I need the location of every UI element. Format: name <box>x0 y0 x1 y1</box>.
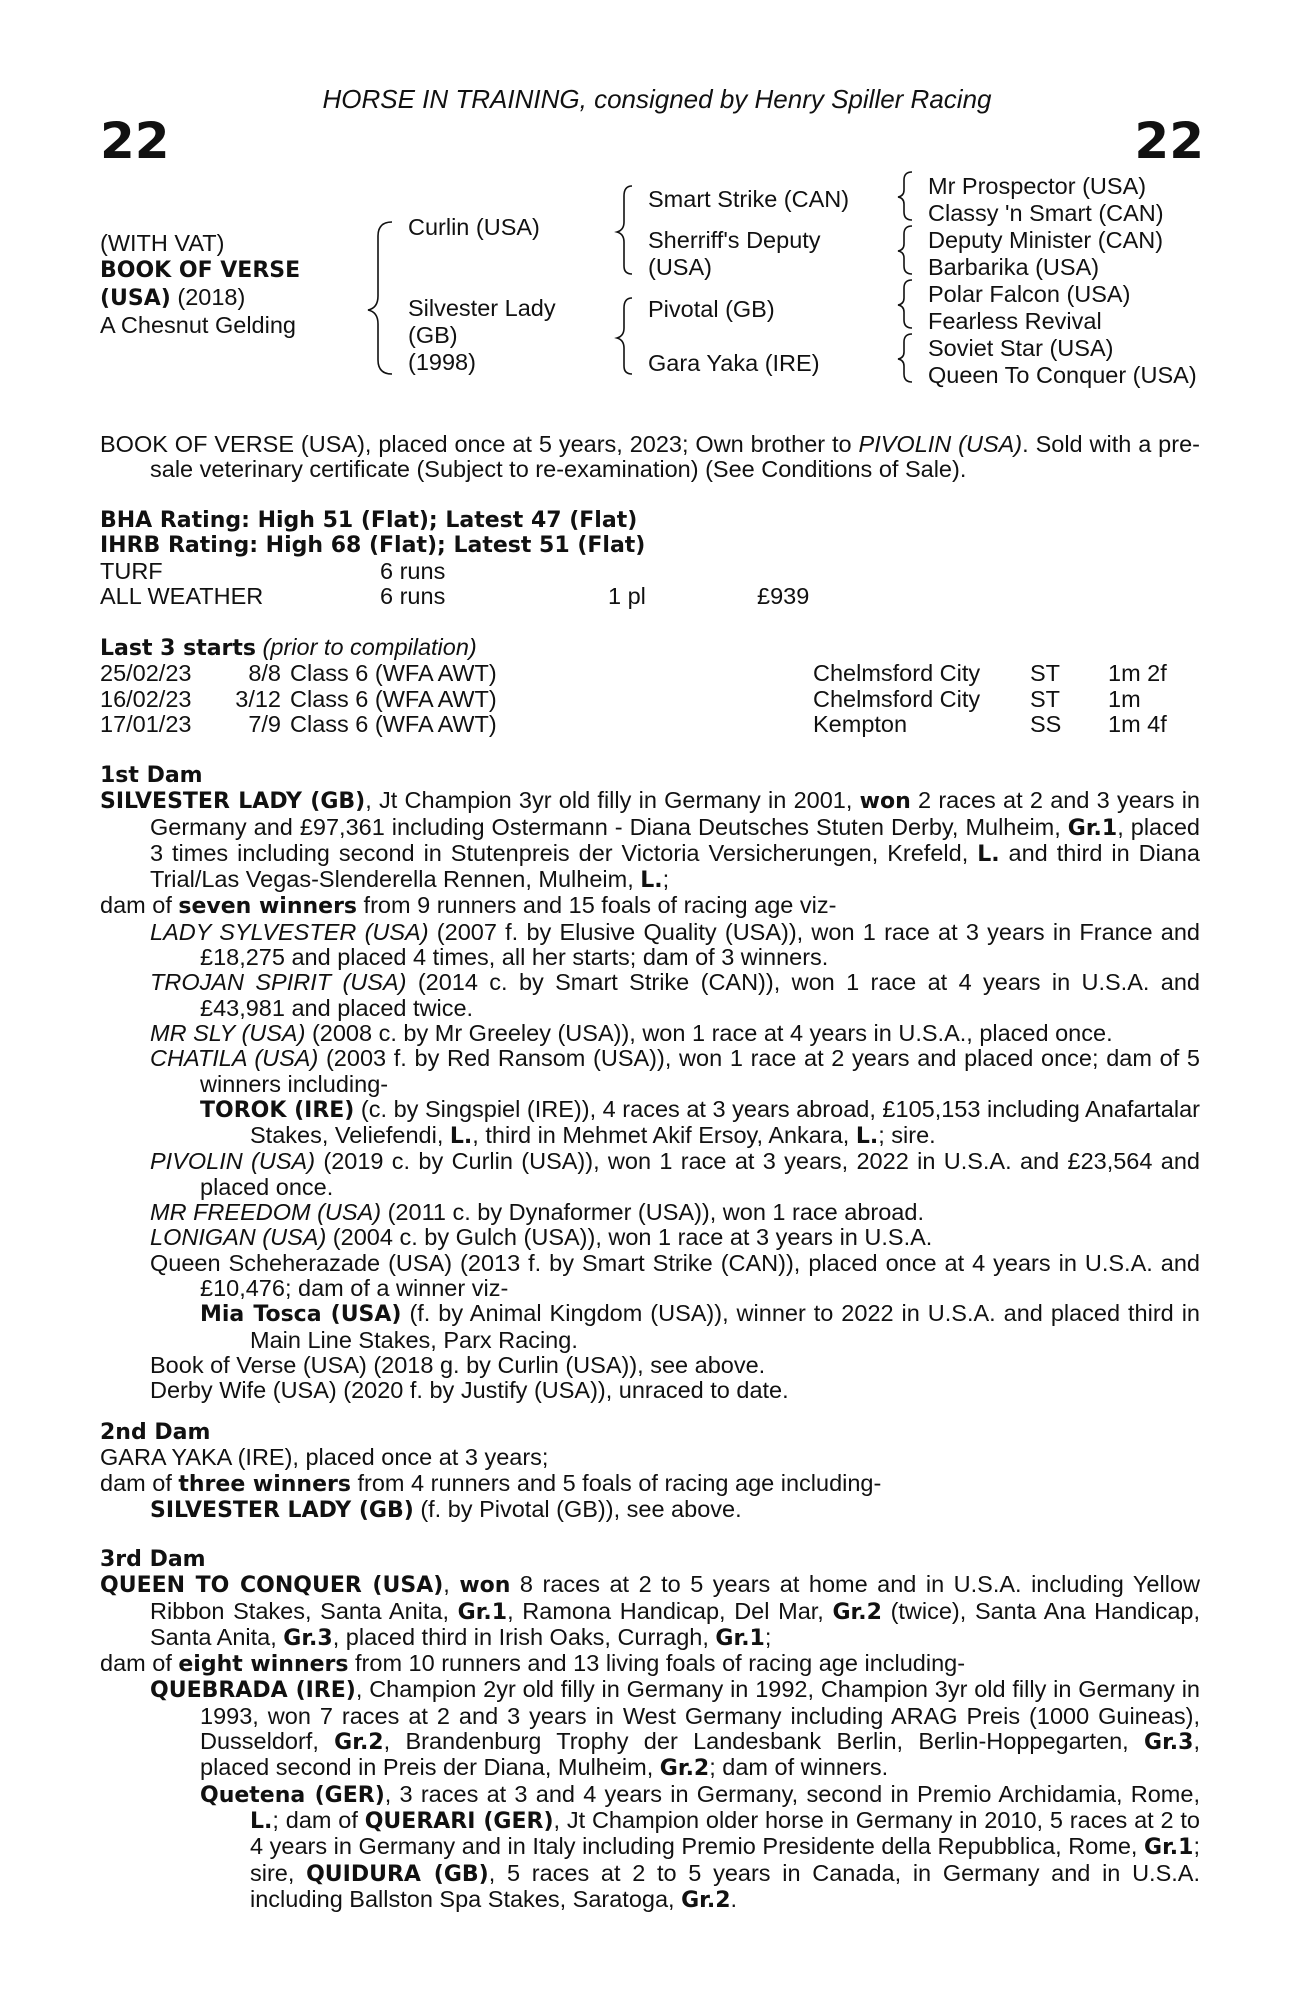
start-row: 17/01/23 7/9 Class 6 (WFA AWT) Kempton SS 1m 4f <box>100 710 1167 737</box>
pedigree-dam-sire: Pivotal (GB) <box>648 296 775 322</box>
pedigree-sire-sire: Smart Strike (CAN) <box>648 186 850 212</box>
progeny-entry: TROJAN SPIRIT (USA) (2014 c. by Smart Strike (CAN)), won 1 race at 4 years in U.S.A. and £43,981 and placed twice. <box>150 969 1200 1021</box>
pedigree-gen4-name: Queen To Conquer (USA) <box>928 362 1197 388</box>
progeny-entry: PIVOLIN (USA) (2019 c. by Curlin (USA)), won 1 race at 3 years, 2022 in U.S.A. and £23,564 and placed once. <box>150 1148 1200 1200</box>
first-dam: 1st Dam SILVESTER LADY (GB), Jt Champion 3yr old filly in Germany in 2001, won 2 races at 2 and 3 years in Germany and £97,361 including Ostermann - Diana Deutsches Stuten Derby, Mulheim, Gr.1, placed 3 times including second in Stutenpreis der Victoria Versicherungen, Krefeld, L. and third in Diana Trial/Las Vegas-Slenderella Rennen, Mulheim, L.; dam of seven winners from 9 runners and 15 foals of racing age viz- LADY SYLVESTER (USA) (2007 f. by Elusive Quality (USA)), won 1 race at 3 years in France and £18,275 and placed 4 times, all her starts; dam of 3 winners. TROJAN SPIRIT (USA) (2014 c. by Smart Strike (CAN)), won 1 race at 4 years in U.S.A. and £43,981 and placed twice. MR SLY (USA) (2008 c. by Mr Greeley (USA)), won 1 race at 4 years in U.S.A., placed once. CHATILA (USA) (2003 f. by Red Ransom (USA)), won 1 race at 2 years and placed once; dam of 5 winners including- TOROK (IRE) (c. by Singspiel (IRE)), 4 races at 3 years abroad, £105,153 including Anafartalar Stakes, Veliefendi, L., third in Mehmet Akif Ersoy, Ankara, L.; sire. PIVOLIN (USA) (2019 c. by Curlin (USA)), won 1 race at 3 years, 2022 in U.S.A. and £23,564 and placed once. MR FREEDOM (USA) (2011 c. by Dynaformer (USA)), won 1 race abroad. LONIGAN (USA) (2004 c. by Gulch (USA)), won 1 race at 3 years in U.S.A. Queen Scheherazade (USA) (2013 f. by Smart Strike (CAN)), placed once at 4 years in U.S.A. and £10,476; dam of a winner viz- Mia Tosca (USA) (f. by Animal Kingdom (USA)), winner to 2022 in U.S.A. and placed third in Main Line Stakes, Parx Racing. Book of Verse (USA) (2018 g. by Curlin (USA)), see above. Derby Wife (USA) (2020 f. by Justify (USA)), unraced to date. <box>100 763 1201 1404</box>
second-dam: 2nd Dam GARA YAKA (IRE), placed once at 3 years; dam of three winners from 4 runners and 5 foals of racing age including- SILVESTER LADY (GB) (f. by Pivotal (GB)), see above. <box>100 1420 1200 1523</box>
start-row: 16/02/23 3/12 Class 6 (WFA AWT) Chelmsford City ST 1m <box>100 685 1141 712</box>
progeny-entry: LADY SYLVESTER (USA) (2007 f. by Elusive Quality (USA)), won 1 race at 3 years in France and £18,275 and placed 4 times, all her starts; dam of 3 winners. <box>150 918 1200 971</box>
pedigree-sire-dam: Sherriff's Deputy (USA) <box>648 227 821 280</box>
catalogue-heading: HORSE IN TRAINING, consigned by Henry Spiller Racing <box>322 84 992 114</box>
progeny-entry: Derby Wife (USA) (2020 f. by Justify (USA)), unraced to date. <box>150 1377 789 1404</box>
start-row: 25/02/23 8/8 Class 6 (WFA AWT) Chelmsford City ST 1m 2f <box>100 660 1167 687</box>
progeny-entry: Queen Scheherazade (USA) (2013 f. by Smart Strike (CAN)), placed once at 4 years in U.S.A. and £10,476; dam of a winner viz- <box>150 1249 1200 1301</box>
bha-rating: BHA Rating: High 51 (Flat); Latest 47 (Flat) <box>100 508 638 533</box>
progeny-entry: QUEBRADA (IRE), Champion 2yr old filly in Germany in 1992, Champion 3yr old filly in Germany in 1993, won 7 races at 2 and 3 years in West Germany including ARAG Preis (1000 Guineas), Dusseldorf, Gr.2, Brandenburg Trophy der Landesbank Berlin, Berlin-Hoppegarten, Gr.3, placed second in Preis der Diana, Mulheim, Gr.2; dam of winners. <box>150 1676 1201 1782</box>
section-title: 1st Dam <box>100 763 203 788</box>
pedigree-dam: Silvester Lady (GB) (1998) <box>408 295 556 375</box>
third-dam: 3rd Dam QUEEN TO CONQUER (USA), won 8 races at 2 to 5 years at home and in U.S.A. including Yellow Ribbon Stakes, Santa Anita, Gr.1, Ramona Handicap, Del Mar, Gr.2 (twice), Santa Ana Handicap, Santa Anita, Gr.3, placed third in Irish Oaks, Curragh, Gr.1; dam of eight winners from 10 runners and 13 living foals of racing age including- QUEBRADA (IRE), Champion 2yr old filly in Germany in 1992, Champion 3yr old filly in Germany in 1993, won 7 races at 2 and 3 years in West Germany including ARAG Preis (1000 Guineas), Dusseldorf, Gr.2, Brandenburg Trophy der Landesbank Berlin, Berlin-Hoppegarten, Gr.3, placed second in Preis der Diana, Mulheim, Gr.2; dam of winners. Quetena (GER), 3 races at 3 and 4 years in Germany, second in Premio Archidamia, Rome, L.; dam of QUERARI (GER), Jt Champion older horse in Germany in 2010, 5 races at 2 to 4 years in Germany and in Italy including Premio Presidente della Repubblica, Rome, Gr.1; sire, QUIDURA (GB), 5 races at 2 to 5 years in Canada, in Germany and in U.S.A. including Ballston Spa Stakes, Saratoga, Gr.2. <box>100 1547 1201 1913</box>
progeny-entry: MR SLY (USA) (2008 c. by Mr Greeley (USA)), won 1 race at 4 years in U.S.A., placed once. <box>150 1019 1113 1046</box>
progeny-entry: SILVESTER LADY (GB) (f. by Pivotal (GB)), see above. <box>150 1495 742 1523</box>
pedigree-sire: Curlin (USA) <box>408 214 540 240</box>
progeny-entry: CHATILA (USA) (2003 f. by Red Ransom (USA)), won 1 race at 2 years and placed once; dam of 5 winners including- <box>150 1045 1200 1097</box>
progeny-entry: Book of Verse (USA) (2018 g. by Curlin (USA)), see above. <box>150 1351 766 1378</box>
pedigree-gen4-name: Barbarika (USA) <box>928 254 1100 280</box>
horse-description: A Chesnut Gelding <box>100 312 296 338</box>
horse-year: (2018) <box>170 284 246 310</box>
last-3-starts: Last 3 starts (prior to compilation) 25/02/23 8/8 Class 6 (WFA AWT) Chelmsford City ST 1m 2f 16/02/23 3/12 Class 6 (WFA AWT) Chelmsford City ST 1m 17/01/23 7/9 Class 6 (WFA AWT) Kempton SS 1m 4f <box>100 635 1200 737</box>
lot-number-left: 22 <box>100 112 170 170</box>
pedigree-gen4-name: Fearless Revival <box>928 308 1102 334</box>
pedigree-gen4-name: Polar Falcon (USA) <box>928 281 1131 307</box>
summary: BOOK OF VERSE (USA), placed once at 5 years, 2023; Own brother to PIVOLIN (USA). Sold with a pre-sale veterinary certificate (Subject to re-examination) (See Conditions of Sale). <box>100 431 1200 483</box>
progeny-entry: Quetena (GER), 3 races at 3 and 4 years in Germany, second in Premio Archidamia, Rome, L.; dam of QUERARI (GER), Jt Champion older horse in Germany in 2010, 5 races at 2 to 4 years in Germany and in Italy including Premio Presidente della Repubblica, Rome, Gr.1; sire, QUIDURA (GB), 5 races at 2 to 5 years in Canada, in Germany and in U.S.A. including Ballston Spa Stakes, Saratoga, Gr.2. <box>200 1780 1201 1913</box>
pedigree-gen4-name: Classy 'n Smart (CAN) <box>928 200 1164 226</box>
progeny-entry: LONIGAN (USA) (2004 c. by Gulch (USA)), won 1 race at 3 years in U.S.A. <box>150 1224 933 1251</box>
progeny-entry: TOROK (IRE) (c. by Singspiel (IRE)), 4 races at 3 years abroad, £105,153 including Anafartalar Stakes, Veliefendi, L., third in Mehmet Akif Ersoy, Ankara, L.; sire. <box>200 1095 1200 1150</box>
pedigree-gen4-name: Soviet Star (USA) <box>928 335 1114 361</box>
pedigree-gen4-name: Deputy Minister (CAN) <box>928 227 1164 253</box>
ihrb-rating: IHRB Rating: High 68 (Flat); Latest 51 (Flat) <box>100 533 646 559</box>
pedigree-gen4 <box>928 173 1197 389</box>
pedigree-dam-dam: Gara Yaka (IRE) <box>648 350 820 376</box>
horse-name: BOOK OF VERSE <box>100 258 301 283</box>
lot-number-right: 22 <box>1134 112 1204 170</box>
section-title: 3rd Dam <box>100 1547 206 1572</box>
section-title: 2nd Dam <box>100 1420 211 1445</box>
progeny-entry: MR FREEDOM (USA) (2011 c. by Dynaformer (USA)), won 1 race abroad. <box>150 1199 924 1226</box>
ratings <box>100 508 1200 609</box>
ratings-row: TURF 6 runs <box>100 557 446 584</box>
pedigree-gen4-name: Mr Prospector (USA) <box>928 173 1147 199</box>
progeny-entry: Mia Tosca (USA) (f. by Animal Kingdom (USA)), winner to 2022 in U.S.A. and placed third in Main Line Stakes, Parx Racing. <box>200 1300 1200 1353</box>
ratings-row: ALL WEATHER 6 runs 1 pl £939 <box>100 582 810 609</box>
horse-origin: (USA) <box>100 286 171 311</box>
vat-note: (WITH VAT) <box>100 230 225 256</box>
